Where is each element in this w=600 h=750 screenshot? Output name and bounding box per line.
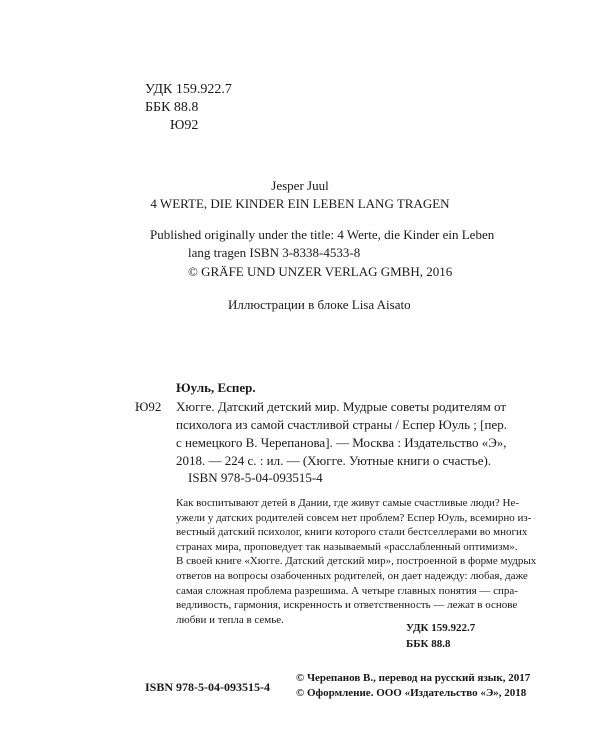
catalog-line: Хюгге. Датский детский мир. Мудрые советы родителям от bbox=[176, 399, 507, 414]
annotation-line: странах мира, проповедует так называемый «расслабленный оптимизм». bbox=[176, 540, 518, 553]
annotation-line: Как воспитывают детей в Дании, где живут самые счастливые люди? Не- bbox=[176, 497, 520, 509]
annotation bbox=[176, 496, 536, 627]
catalog-mark: Ю92 bbox=[135, 399, 162, 414]
catalog-description bbox=[176, 399, 507, 471]
catalog-line: психолога из самой счастливой страны / Еспер Юуль ; [пер. bbox=[176, 417, 507, 432]
original-title: 4 WERTE, DIE KINDER EIN LEBEN LANG TRAGEN bbox=[150, 196, 450, 211]
bottom-bbk-code: ББК 88.8 bbox=[406, 638, 451, 650]
catalog-line: 2018. — 224 с. : ил. — (Хюгге. Уютные книги о счастье). bbox=[176, 453, 492, 468]
annotation-line: самая сложная проблема разрешима. А четыре главных понятия — спра- bbox=[176, 584, 518, 597]
design-copyright: © Оформление. ООО «Издательство «Э», 2018 bbox=[296, 687, 527, 699]
published-line-2: lang tragen ISBN 3-8338-4533-8 bbox=[188, 245, 361, 260]
annotation-line: ужели у датских родителей совсем нет проблем? Еспер Юуль, всемирно из- bbox=[176, 511, 532, 524]
bottom-udk-code: УДК 159.922.7 bbox=[406, 622, 476, 634]
published-line-1: Published originally under the title: 4 Werte, die Kinder ein Leben bbox=[150, 227, 495, 242]
annotation-line: В своей книге «Хюгге. Датский детский мир», построенной в форме мудрых bbox=[176, 555, 537, 568]
bbk-code: ББК 88.8 bbox=[145, 100, 199, 115]
original-copyright: © GRÄFE UND UNZER VERLAG GMBH, 2016 bbox=[188, 264, 453, 279]
catalog-line: с немецкого В. Черепанова]. — Москва : Издательство «Э», bbox=[176, 435, 507, 450]
annotation-line: вестный датский психолог, книги которого стали бестселлерами во многих bbox=[176, 526, 528, 539]
illustrations-credit: Иллюстрации в блоке Lisa Aisato bbox=[228, 297, 411, 312]
author-mark: Ю92 bbox=[170, 118, 199, 133]
original-author: Jesper Juul bbox=[271, 178, 329, 193]
annotation-line: ответов на вопросы озабоченных родителей, он дает надежду: любая, даже bbox=[176, 569, 528, 582]
catalog-author-heading: Юуль, Еспер. bbox=[176, 380, 256, 395]
footer-isbn: ISBN 978-5-04-093515-4 bbox=[145, 680, 270, 694]
translation-copyright: © Черепанов В., перевод на русский язык, 2017 bbox=[296, 672, 531, 684]
udk-code: УДК 159.922.7 bbox=[145, 82, 232, 97]
annotation-line: любви и тепла в семье. bbox=[176, 613, 284, 626]
annotation-line: ведливость, гармония, искренность и ответственность — лежат в основе bbox=[176, 599, 518, 612]
catalog-isbn: ISBN 978-5-04-093515-4 bbox=[188, 470, 323, 485]
